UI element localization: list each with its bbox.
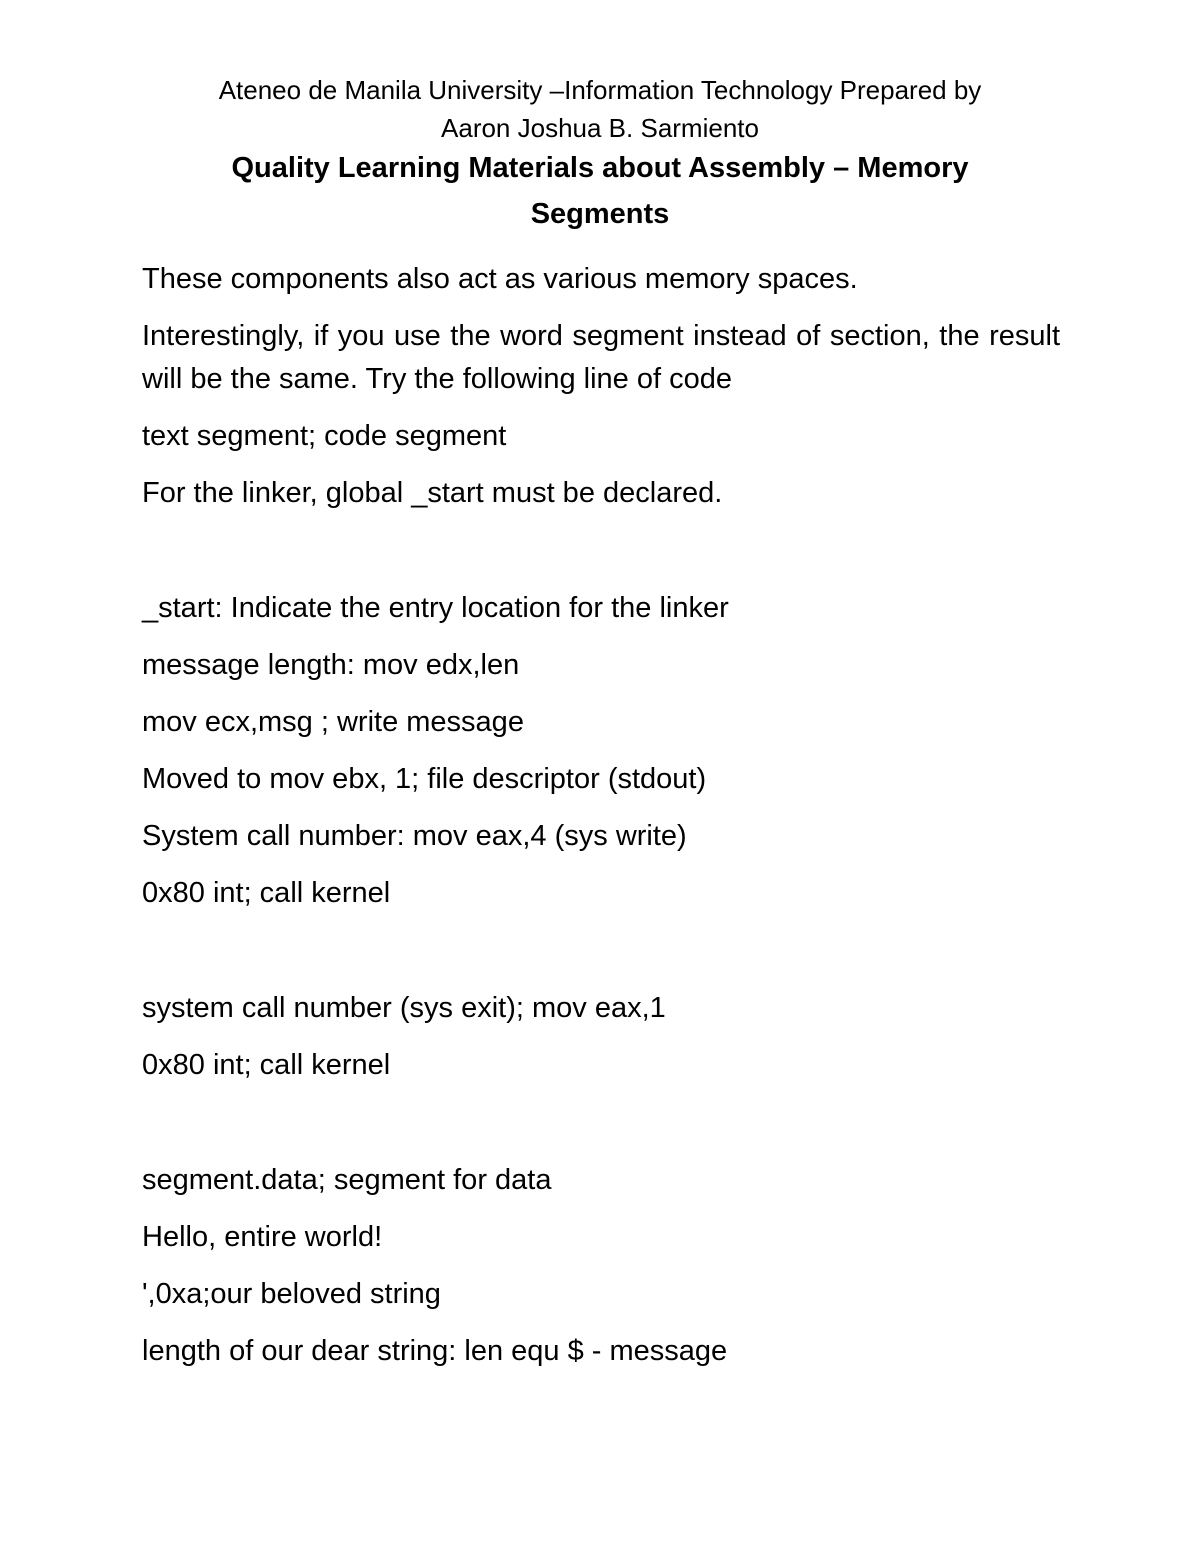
code-line-beloved-string: ',0xa;our beloved string — [142, 1278, 441, 1310]
header-author-line: Aaron Joshua B. Sarmiento — [441, 113, 759, 143]
code-line-sys-exit: system call number (sys exit); mov eax,1 — [142, 992, 666, 1024]
document-title-line-2: Segments — [530, 198, 670, 230]
paragraph-global-start: For the linker, global _start must be declared. — [142, 477, 723, 509]
code-line-call-kernel-2: 0x80 int; call kernel — [142, 1049, 391, 1081]
code-line-call-kernel-1: 0x80 int; call kernel — [142, 877, 391, 909]
code-line-write-message: mov ecx,msg ; write message — [142, 706, 524, 738]
code-line-segment-data: segment.data; segment for data — [142, 1164, 552, 1196]
code-line-hello-world: Hello, entire world! — [142, 1221, 383, 1253]
code-line-string-length: length of our dear string: len equ $ - message — [142, 1335, 728, 1367]
code-line-file-descriptor: Moved to mov ebx, 1; file descriptor (stdout) — [142, 763, 707, 795]
code-line-text-segment: text segment; code segment — [142, 420, 507, 452]
paragraph-memory-spaces: These components also act as various memory spaces. — [142, 263, 858, 295]
code-line-sys-write: System call number: mov eax,4 (sys write) — [142, 820, 687, 852]
code-line-message-length: message length: mov edx,len — [142, 649, 520, 681]
header-institution-line: Ateneo de Manila University –Information Technology Prepared by — [218, 75, 982, 105]
paragraph-segment-vs-section: Interestingly, if you use the word segment instead of section, the result will be the same. Try the following line of code — [142, 320, 1060, 395]
code-line-start-entry: _start: Indicate the entry location for the linker — [142, 592, 729, 624]
document-title-line-1: Quality Learning Materials about Assembly – Memory — [231, 152, 969, 184]
